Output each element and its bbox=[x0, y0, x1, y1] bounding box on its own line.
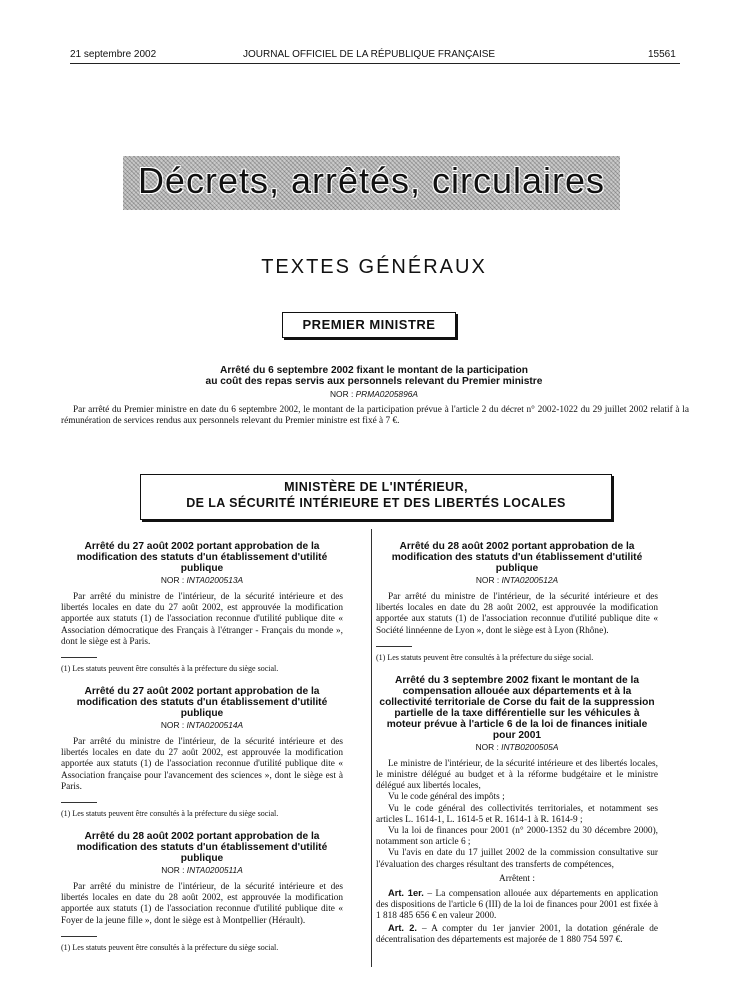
footnote-rule bbox=[61, 936, 97, 937]
nor-code: INTA0200514A bbox=[186, 720, 244, 731]
nor-label: NOR : bbox=[330, 389, 354, 399]
header-date: 21 septembre 2002 bbox=[70, 49, 157, 60]
section-title: TEXTES GÉNÉRAUX bbox=[261, 256, 487, 278]
ministry-box-interieur bbox=[140, 474, 612, 520]
decree-body bbox=[376, 592, 658, 637]
decree-preamble: Le ministre de l'intérieur, de la sécurité intérieure et des libertés locales, le ministre délégué au budget et à la réforme budgétaire et le ministre délégué aux libertés locales, bbox=[376, 758, 658, 792]
footnote: (1) Les statuts peuvent être consultés à la préfecture du siège social. bbox=[61, 942, 279, 952]
decree-visa: Vu le code général des collectivités territoriales, et notamment ses articles L. 1614-1, L. 1614-5 et R. 1614-1 à R. 1614-9 ; bbox=[376, 803, 658, 825]
decree-text: Par arrêté du ministre de l'intérieur, de la sécurité intérieure et des libertés locales en date du 28 août 2002, est approuvée la modification apportée aux statuts (1) de l'association reconnue d'utilité publique dite « Société linnéenne de Lyon », dont le siège est à Lyon (Rhône). bbox=[376, 592, 658, 636]
decree-text: Par arrêté du ministre de l'intérieur, de la sécurité intérieure et des libertés locales en date du 27 août 2002, est approuvée la modification apportée aux statuts (1) de l'association reconnue d'utilité publique dite « Association démocratique des Français à l'étranger - Français du monde », dont le siège est à Paris. bbox=[61, 592, 343, 647]
decree-nor bbox=[376, 742, 658, 752]
decree-title: Arrêté du 27 août 2002 portant approbation de la modification des statuts d'un établissement d'utilité publique bbox=[76, 686, 328, 720]
decree-body bbox=[376, 759, 658, 946]
footnote-rule bbox=[376, 646, 412, 647]
decree-body bbox=[61, 592, 343, 648]
left-column bbox=[61, 541, 343, 953]
decree-body bbox=[61, 882, 343, 927]
footnote: (1) Les statuts peuvent être consultés à la préfecture du siège social. bbox=[61, 664, 279, 674]
nor-label: NOR : bbox=[160, 720, 185, 731]
decree-visa: Vu l'avis en date du 17 juillet 2002 de la commission consultative sur l'évaluation des charges résultant des transferts de compétences, bbox=[376, 848, 658, 870]
column-divider bbox=[371, 529, 372, 967]
decree-article-2 bbox=[376, 923, 658, 946]
decree-title: Arrêté du 27 août 2002 portant approbation de la modification des statuts d'un établissement d'utilité publique bbox=[76, 541, 328, 574]
decree-nor bbox=[376, 575, 658, 585]
article-label: Art. 2. bbox=[388, 922, 418, 933]
decree-title: Arrêté du 3 septembre 2002 fixant le montant de la compensation allouée aux départements et à la collectivité territoriale de Corse du fait de la suppression partielle de la taxe différentielle sur les véhicules à moteur prévue à l'article 6 de la loi de finances initiale pour 2001 bbox=[379, 674, 655, 741]
decree-nor bbox=[61, 575, 343, 585]
nor-code: INTA0200511A bbox=[186, 865, 243, 876]
premier-nor bbox=[120, 389, 628, 399]
footnote: (1) Les statuts peuvent être consultés à la préfecture du siège social. bbox=[376, 652, 594, 662]
ministry-interieur-line2: DE LA SÉCURITÉ INTÉRIEURE ET DES LIBERTÉS LOCALES bbox=[186, 496, 566, 510]
header-journal: JOURNAL OFFICIEL DE LA RÉPUBLIQUE FRANÇAISE bbox=[243, 49, 496, 60]
decree-visa: Vu le code général des impôts ; bbox=[388, 792, 505, 803]
premier-decree-title-line1: Arrêté du 6 septembre 2002 fixant le montant de la participation bbox=[220, 365, 528, 376]
right-column bbox=[376, 541, 658, 946]
article-text: – La compensation allouée aux départements en application des dispositions de l'article 6 (III) de la loi de finances pour 2001 est fixée à 1 818 485 656 € en valeur 2000. bbox=[376, 889, 659, 922]
nor-label: NOR : bbox=[160, 575, 185, 585]
ministry-box-premier: PREMIER MINISTRE bbox=[282, 312, 456, 338]
banner-title: Décrets, arrêtés, circulaires bbox=[137, 160, 606, 201]
nor-code: PRMA0205896A bbox=[355, 389, 418, 399]
decree-title: Arrêté du 28 août 2002 portant approbation de la modification des statuts d'un établissement d'utilité publique bbox=[76, 831, 328, 865]
nor-label: NOR : bbox=[161, 865, 185, 876]
premier-decree-text: Par arrêté du Premier ministre en date du 6 septembre 2002, le montant de la participation prévue à l'article 2 du décret n° 2002-1022 du 29 juillet 2002 relatif à la rémunération de services rendus aux personnels relevant du Premier ministre est fixé à 7 €. bbox=[61, 405, 689, 427]
footnote-rule bbox=[61, 657, 97, 658]
decree-article-1 bbox=[376, 888, 658, 923]
decree-title: Arrêté du 28 août 2002 portant approbation de la modification des statuts d'un établissement d'utilité publique bbox=[391, 541, 643, 574]
decree-nor bbox=[61, 865, 343, 875]
premier-decree-title-line2: au coût des repas servis aux personnels relevant du Premier ministre bbox=[205, 376, 543, 387]
premier-decree-title bbox=[120, 365, 628, 387]
decree-text: Par arrêté du ministre de l'intérieur, de la sécurité intérieure et des libertés locales en date du 28 août 2002, est approuvée la modification apportée aux statuts (1) de l'association reconnue d'utilité publique dite « Foyer de la jeune fille », dont le siège est à Montpellier (Hérault). bbox=[61, 882, 343, 926]
header-rule bbox=[70, 63, 680, 64]
nor-code: INTA0200512A bbox=[501, 575, 559, 585]
decree-arretent: Arrêtent : bbox=[499, 873, 535, 884]
nor-code: INTA0200513A bbox=[186, 575, 244, 585]
article-text: – A compter du 1er janvier 2001, la dotation générale de décentralisation des départements est majorée de 1 880 754 597 €. bbox=[376, 923, 658, 945]
header-page-number: 15561 bbox=[648, 49, 676, 60]
decree-visa: Vu la loi de finances pour 2001 (n° 2000-1352 du 30 décembre 2000), notamment son article 6 ; bbox=[376, 826, 658, 848]
decree-body bbox=[61, 737, 343, 793]
decree-nor bbox=[61, 720, 343, 730]
nor-label: NOR : bbox=[475, 575, 500, 585]
article-label: Art. 1er. bbox=[388, 888, 424, 899]
nor-label: NOR : bbox=[475, 741, 499, 752]
nor-code: INTB0200505A bbox=[501, 741, 559, 752]
ministry-interieur-line1: MINISTÈRE DE L'INTÉRIEUR, bbox=[284, 480, 468, 494]
footnote-rule bbox=[61, 802, 97, 803]
decree-text: Par arrêté du ministre de l'intérieur, de la sécurité intérieure et des libertés locales en date du 27 août 2002, est approuvée la modification apportée aux statuts (1) de l'association reconnue d'utilité publique dite « Association française pour l'avancement des sciences », dont le siège est à Paris. bbox=[61, 737, 343, 792]
footnote: (1) Les statuts peuvent être consultés à la préfecture du siège social. bbox=[61, 809, 279, 819]
premier-decree-body bbox=[61, 405, 689, 427]
